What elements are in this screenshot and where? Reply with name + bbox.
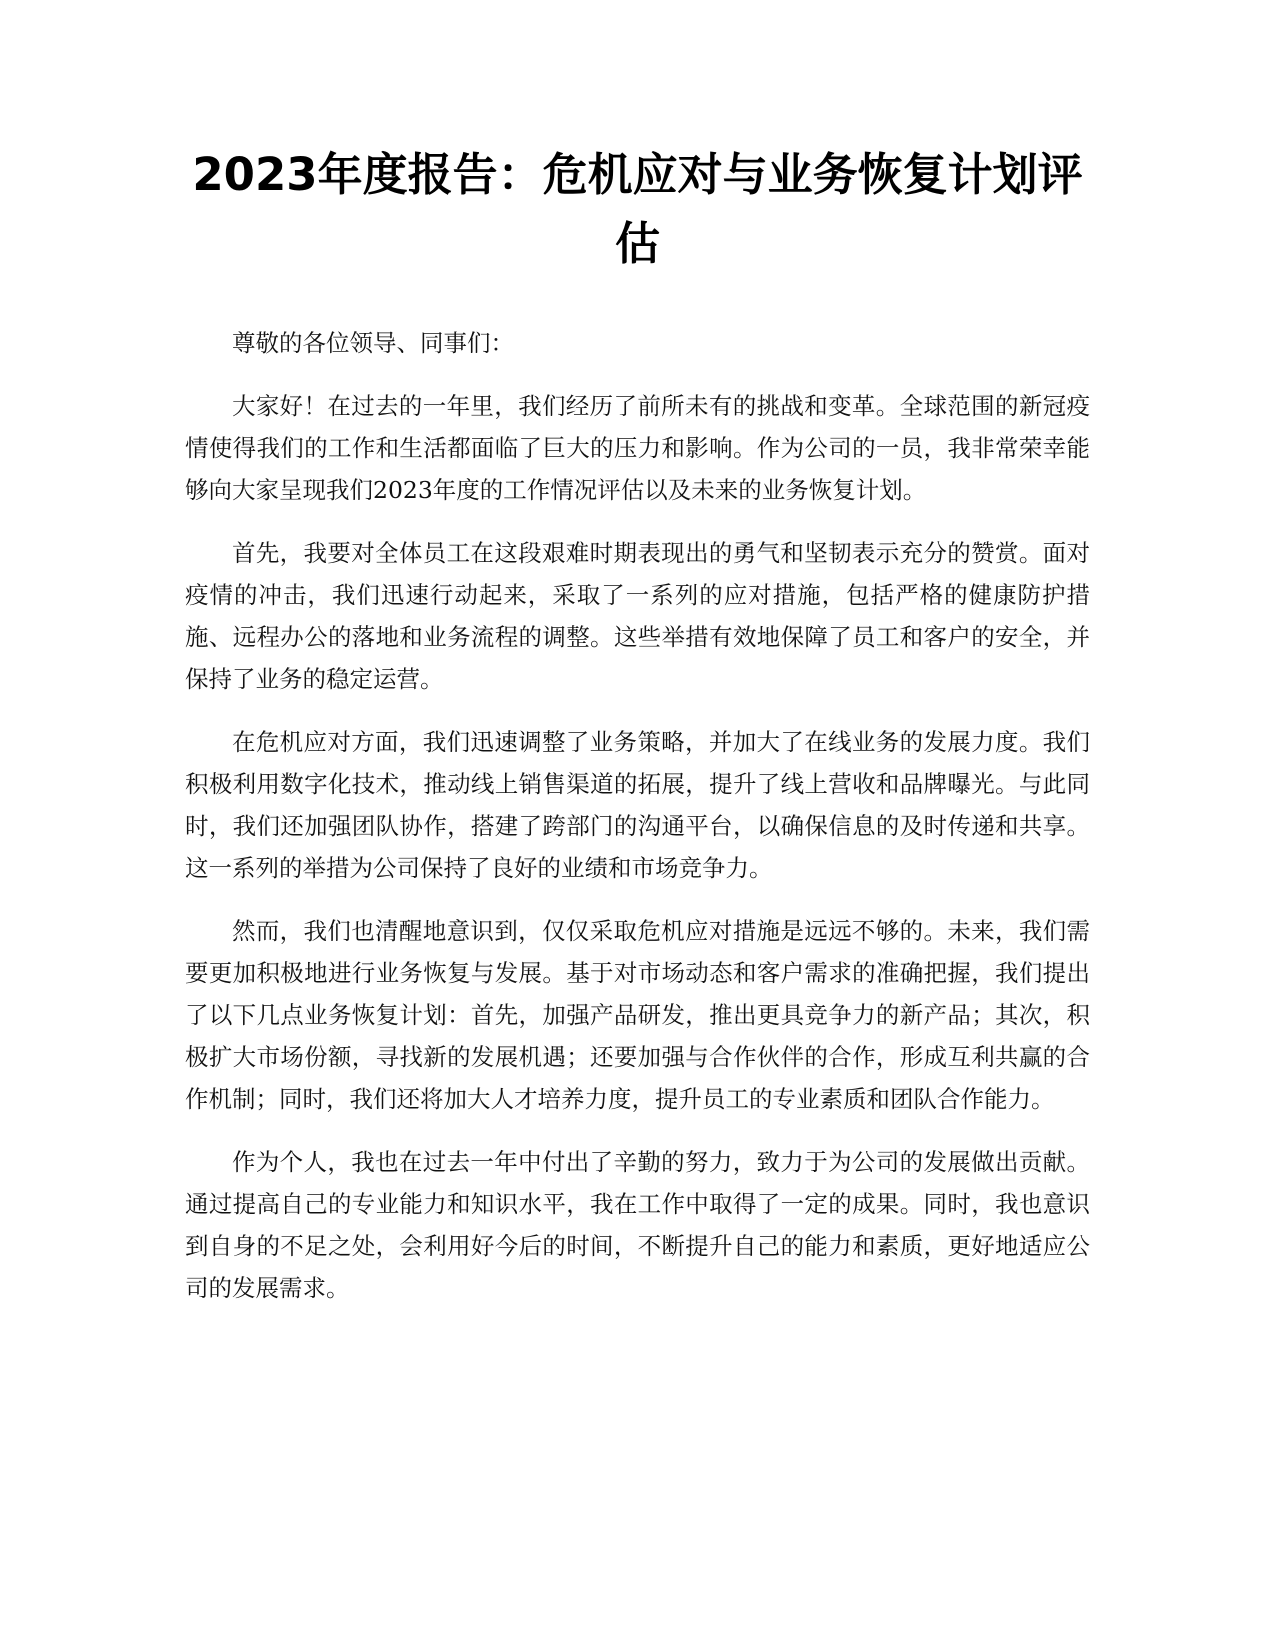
document-body: [185, 322, 1090, 1330]
salutation: 尊敬的各位领导、同事们：: [232, 329, 514, 357]
paragraph-personal: 作为个人，我也在过去一年中付出了辛勤的努力，致力于为公司的发展做出贡献。通过提高自己的专业能力和知识水平，我在工作中取得了一定的成果。同时，我也意识到自身的不足之处，会利用好今后的时间，不断提升自己的能力和素质，更好地适应公司的发展需求。: [185, 1148, 1090, 1302]
paragraph-appreciation: 首先，我要对全体员工在这段艰难时期表现出的勇气和坚韧表示充分的赞赏。面对疫情的冲击，我们迅速行动起来，采取了一系列的应对措施，包括严格的健康防护措施、远程办公的落地和业务流程的调整。这些举措有效地保障了员工和客户的安全，并保持了业务的稳定运营。: [185, 539, 1090, 693]
paragraph-crisis-response: 在危机应对方面，我们迅速调整了业务策略，并加大了在线业务的发展力度。我们积极利用数字化技术，推动线上销售渠道的拓展，提升了线上营收和品牌曝光。与此同时，我们还加强团队协作，搭建了跨部门的沟通平台，以确保信息的及时传递和共享。这一系列的举措为公司保持了良好的业绩和市场竞争力。: [185, 728, 1090, 882]
paragraph-intro: 大家好！在过去的一年里，我们经历了前所未有的挑战和变革。全球范围的新冠疫情使得我们的工作和生活都面临了巨大的压力和影响。作为公司的一员，我非常荣幸能够向大家呈现我们2023年度的工作情况评估以及未来的业务恢复计划。: [185, 392, 1090, 504]
document-title: 2023年度报告：危机应对与业务恢复计划评估: [192, 148, 1083, 270]
paragraph-recovery-plan: 然而，我们也清醒地意识到，仅仅采取危机应对措施是远远不够的。未来，我们需要更加积极地进行业务恢复与发展。基于对市场动态和客户需求的准确把握，我们提出了以下几点业务恢复计划：首先，加强产品研发，推出更具竞争力的新产品；其次，积极扩大市场份额，寻找新的发展机遇；还要加强与合作伙伴的合作，形成互利共赢的合作机制；同时，我们还将加大人才培养力度，提升员工的专业素质和团队合作能力。: [185, 917, 1090, 1113]
